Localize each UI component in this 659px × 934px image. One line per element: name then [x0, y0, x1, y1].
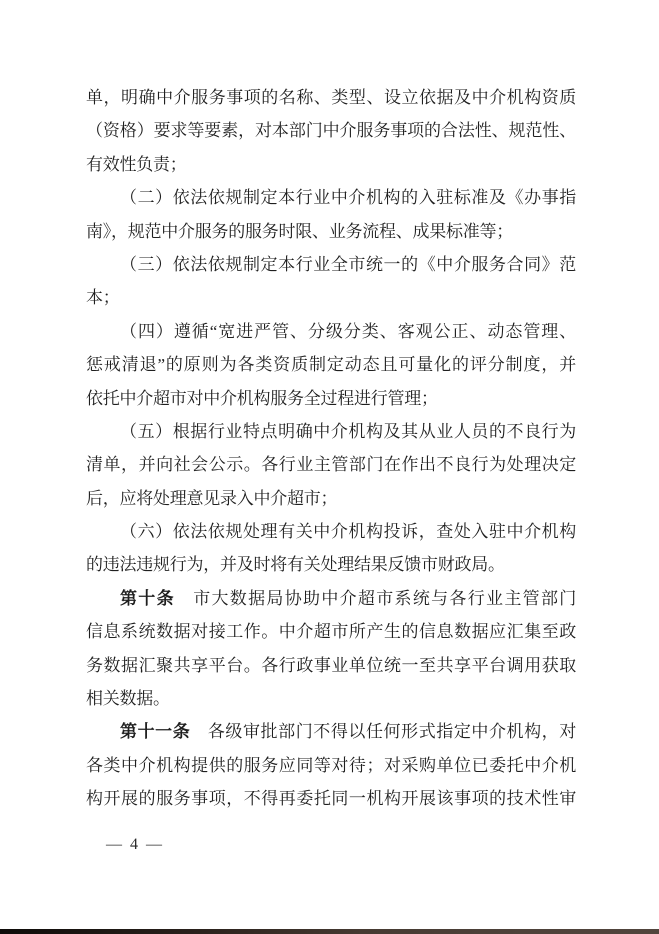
text-line: 本；	[86, 288, 120, 308]
text-run: 市大数据局协助中介超市系统与各行业主管部门	[174, 588, 576, 608]
text-line: 有效性负责；	[86, 154, 187, 174]
text-line: 惩戒清退”的原则为各类资质制定动态且可量化的评分制度，并	[86, 355, 576, 375]
text-line-article-10	[86, 582, 576, 615]
text-line: 单，明确中介服务事项的名称、类型、设立依据及中介机构资质	[86, 88, 576, 107]
text-line: 后，应将处理意见录入中介超市；	[86, 488, 338, 508]
text-line: 构开展的服务事项，不得再委托同一机构开展该事项的技术性审	[86, 789, 576, 809]
text-line-item-5: （五）根据行业特点明确中介机构及其从业人员的不良行为	[120, 421, 576, 441]
text-line: 信息系统数据对接工作。中介超市所产生的信息数据应汇集至政	[86, 622, 576, 642]
page-number: — 4 —	[106, 836, 164, 853]
text-line: 的违法违规行为，并及时将有关处理结果反馈市财政局。	[86, 555, 505, 575]
document-body	[86, 81, 576, 816]
scan-edge-artifact	[0, 929, 659, 934]
article-number-label: 第十一条	[120, 722, 191, 742]
text-line-article-11	[86, 715, 576, 748]
text-line-item-3: （三）依法依规制定本行业全市统一的《中介服务合同》范	[120, 254, 576, 274]
text-line: 清单，并向社会公示。各行业主管部门在作出不良行为处理决定	[86, 455, 576, 475]
text-line: 南》，规范中介服务的服务时限、业务流程、成果标准等；	[86, 221, 513, 241]
text-line: 相关数据。	[86, 689, 170, 709]
text-line: 依托中介超市对中介机构服务全过程进行管理；	[86, 388, 438, 408]
text-line: 各类中介机构提供的服务应同等对待；对采购单位已委托中介机	[86, 755, 576, 775]
article-number-label: 第十条	[120, 588, 175, 608]
text-line: 务数据汇聚共享平台。各行政事业单位统一至共享平台调用获取	[86, 655, 576, 675]
text-line-item-2: （二）依法依规制定本行业中介机构的入驻标准及《办事指	[120, 188, 576, 208]
text-run: 各级审批部门不得以任何形式指定中介机构，对	[190, 722, 576, 742]
text-line-item-4: （四）遵循“宽进严管、分级分类、客观公正、动态管理、	[120, 321, 576, 341]
text-line-item-6: （六）依法依规处理有关中介机构投诉，查处入驻中介机构	[120, 522, 576, 542]
text-line: （资格）要求等要素，对本部门中介服务事项的合法性、规范性、	[86, 121, 576, 141]
